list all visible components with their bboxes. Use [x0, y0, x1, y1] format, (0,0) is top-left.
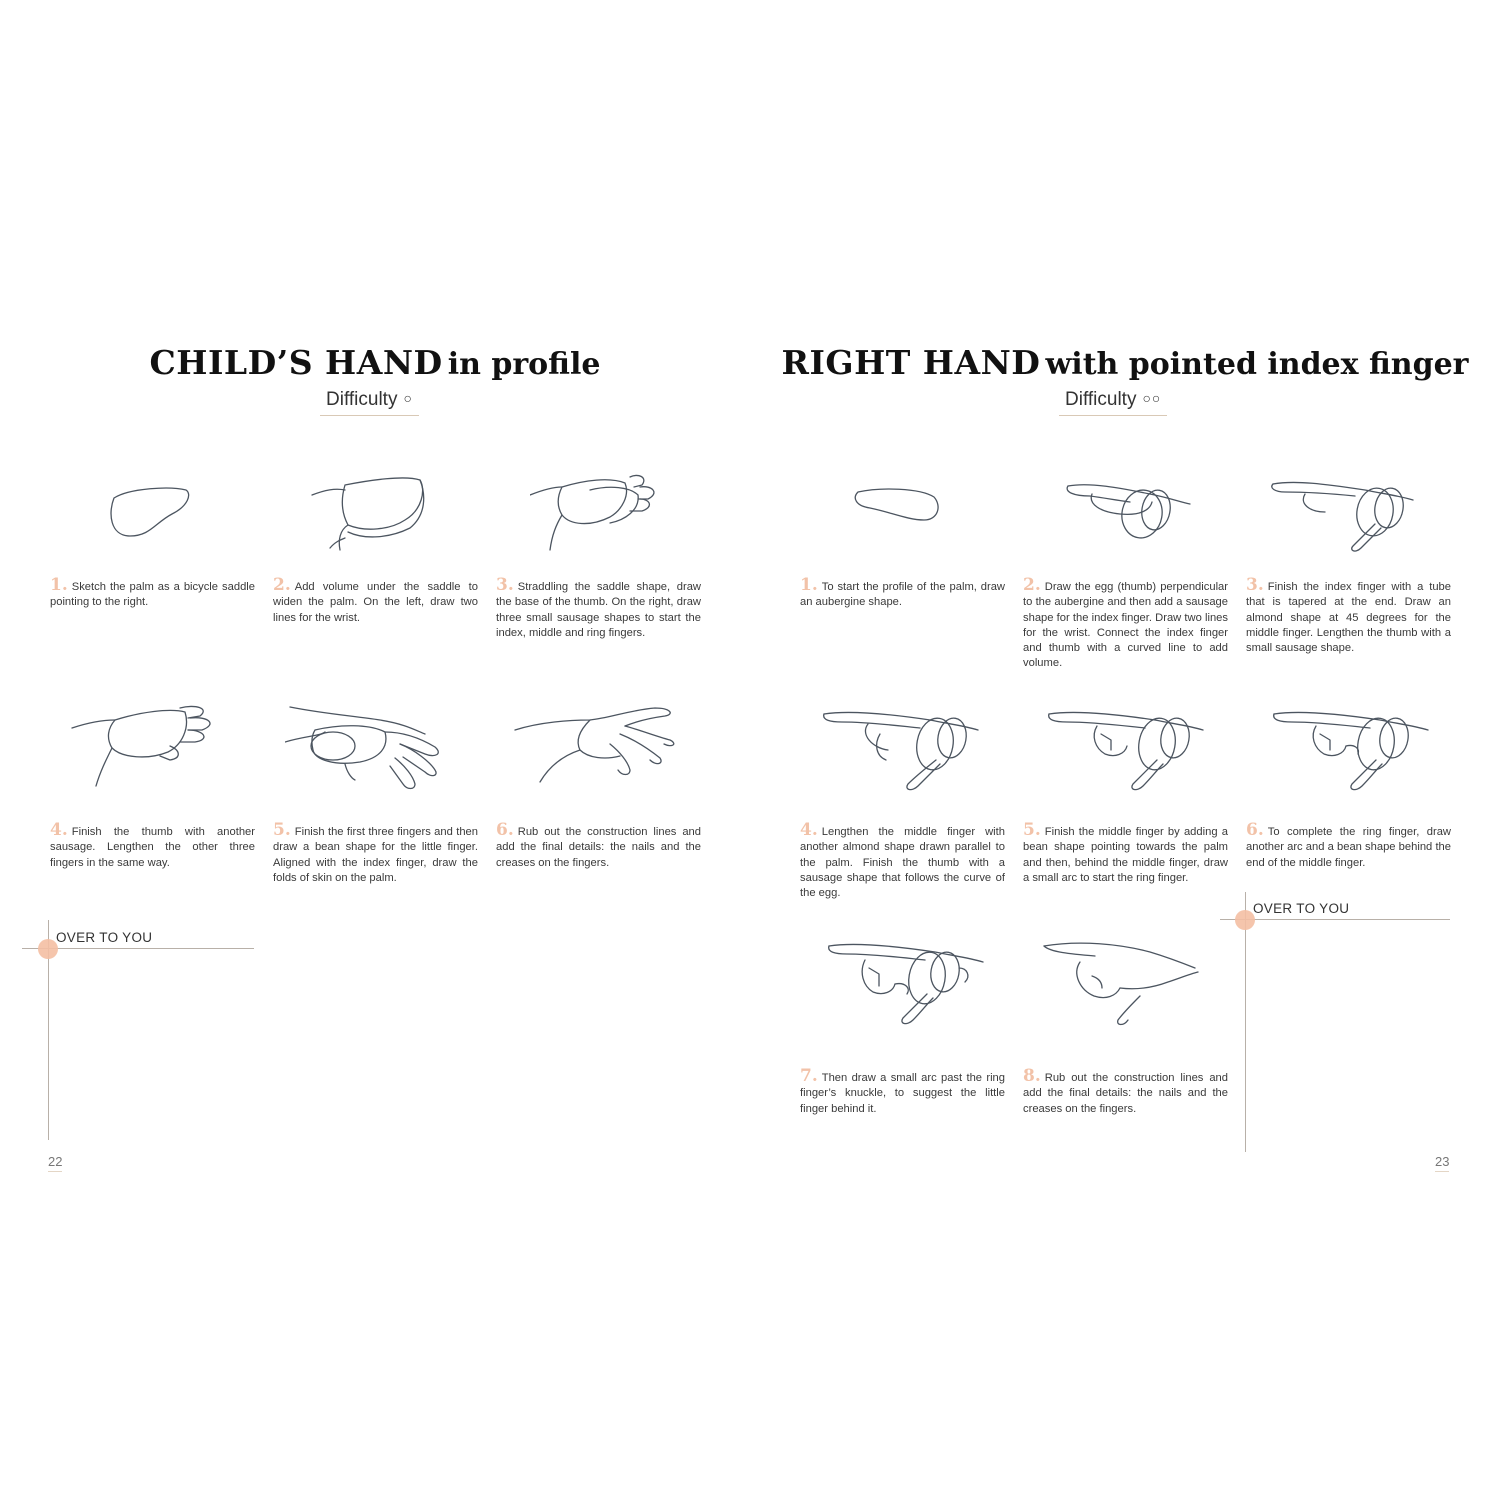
step-3-text: 3. Straddling the saddle shape, draw the base of the thumb. On the right, draw three small sausage shapes to start the index, middle and ring fingers. [496, 575, 701, 639]
page-title [750, 343, 1500, 382]
step-7-illustration [825, 938, 985, 1028]
step-1-text: 1. Sketch the palm as a bicycle saddle pointing to the right. [50, 575, 255, 609]
step-2-illustration [310, 470, 440, 555]
step-4-text: 4. Finish the thumb with another sausage. Lengthen the other three fingers in the same way. [50, 820, 255, 869]
title-sub: with pointed index finger [1045, 347, 1469, 382]
difficulty-label: Difficulty [1065, 389, 1137, 410]
step-8-illustration [1040, 938, 1200, 1028]
step-1-illustration [850, 482, 950, 532]
page-number: 22 [48, 1154, 62, 1172]
step-3-illustration [1265, 474, 1415, 554]
step-5-text: 5. Finish the first three fingers and then draw a bean shape for the little finger. Aligned with the index finger, draw the folds of skin on the palm. [273, 820, 478, 884]
title-sub: in profile [447, 347, 601, 382]
step-5-text: 5. Finish the middle finger by adding a bean shape pointing towards the palm and then, behind the middle finger, draw a small arc to start the ring finger. [1023, 820, 1228, 884]
difficulty-dots: ○○ [1142, 390, 1162, 406]
step-5-illustration [285, 702, 460, 792]
difficulty-dots: ○ [403, 390, 413, 406]
step-3-illustration [530, 465, 670, 555]
over-to-you-label: OVER TO YOU [56, 930, 153, 945]
step-6-text: 6. Rub out the construction lines and add the final details: the nails and the creases on the fingers. [496, 820, 701, 869]
step-8-text: 8. Rub out the construction lines and add the final details: the nails and the creases on the fingers. [1023, 1066, 1228, 1115]
accent-dot [1235, 910, 1255, 930]
accent-dot [38, 939, 58, 959]
step-4-illustration [70, 700, 230, 790]
step-7-text: 7. Then draw a small arc past the ring finger’s knuckle, to suggest the little finger behind it. [800, 1066, 1005, 1115]
difficulty-rating [1059, 389, 1167, 416]
step-6-illustration [510, 700, 685, 790]
page-number: 23 [1435, 1154, 1449, 1172]
right-page [750, 0, 1500, 1500]
step-6-text: 6. To complete the ring finger, draw another arc and a bean shape behind the end of the middle finger. [1246, 820, 1451, 869]
step-1-text: 1. To start the profile of the palm, draw an aubergine shape. [800, 575, 1005, 609]
step-5-illustration [1045, 704, 1205, 794]
step-1-illustration [100, 478, 200, 548]
page-title [0, 343, 750, 382]
over-to-you-label: OVER TO YOU [1253, 901, 1350, 916]
title-main: RIGHT HAND [781, 343, 1041, 382]
step-4-illustration [820, 704, 980, 794]
difficulty-rating [320, 389, 419, 416]
step-3-text: 3. Finish the index finger with a tube that is tapered at the end. Draw an almond shape at 45 degrees for the middle finger. Lengthen the thumb with a small sausage shape. [1246, 575, 1451, 655]
step-2-illustration [1060, 474, 1195, 544]
step-2-text: 2. Draw the egg (thumb) perpendicular to the aubergine and then add a sausage shape for the index finger. Draw two lines for the wrist. Connect the index finger and thumb with a curved line to add volume. [1023, 575, 1228, 670]
difficulty-label: Difficulty [326, 389, 398, 410]
step-2-text: 2. Add volume under the saddle to widen the palm. On the left, draw two lines for the wrist. [273, 575, 478, 624]
step-4-text: 4. Lengthen the middle finger with another almond shape drawn parallel to the palm. Finish the thumb with a sausage shape that follows the curve of the egg. [800, 820, 1005, 900]
title-main: CHILD’S HAND [149, 343, 443, 382]
step-6-illustration [1270, 704, 1430, 794]
